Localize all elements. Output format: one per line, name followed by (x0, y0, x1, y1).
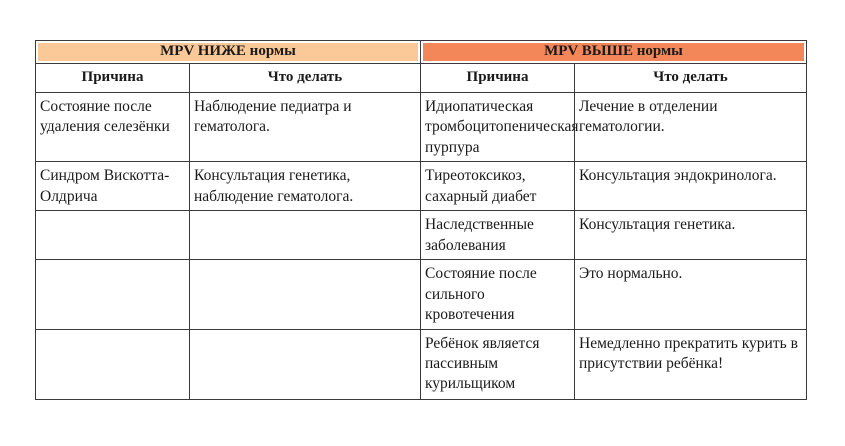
low-cause-cell (36, 329, 190, 399)
high-cause-header: Причина (421, 64, 575, 93)
table-row (36, 260, 807, 329)
table-row (36, 93, 807, 162)
table-row (36, 329, 807, 399)
high-action-cell: Лечение в отделении гематологии. (575, 93, 807, 162)
high-action-cell: Консультация генетика. (575, 211, 807, 260)
table-row (36, 211, 807, 260)
mpv-low-band (38, 43, 418, 61)
high-cause-cell: Идиопатическая тромбоцитопеническая пурпура (421, 93, 575, 162)
low-cause-cell (36, 211, 190, 260)
column-header-row (36, 64, 807, 93)
high-cause-cell: Тиреотоксикоз, сахарный диабет (421, 162, 575, 211)
low-action-cell (190, 329, 421, 399)
high-action-cell: Консультация эндокринолога. (575, 162, 807, 211)
low-cause-header: Причина (36, 64, 190, 93)
mpv-low-header (36, 41, 421, 64)
mpv-high-header (421, 41, 807, 64)
high-cause-cell: Состояние после сильного кровотечения (421, 260, 575, 329)
high-cause-cell: Ребёнок является пассивным курильщиком (421, 329, 575, 399)
low-action-cell: Наблюдение педиатра и гематолога. (190, 93, 421, 162)
low-cause-cell (36, 260, 190, 329)
mpv-table (35, 40, 807, 400)
low-cause-cell: Синдром Вискотта-Олдрича (36, 162, 190, 211)
mpv-high-band (423, 43, 804, 61)
table-row (36, 162, 807, 211)
high-cause-cell: Наследственные заболевания (421, 211, 575, 260)
group-header-row (36, 41, 807, 64)
high-action-cell: Это нормально. (575, 260, 807, 329)
high-action-header: Что делать (575, 64, 807, 93)
mpv-high-title: MPV ВЫШЕ нормы (544, 43, 683, 60)
low-cause-cell: Состояние после удаления селезёнки (36, 93, 190, 162)
high-action-cell: Немедленно прекратить курить в присутствии ребёнка! (575, 329, 807, 399)
low-action-cell (190, 260, 421, 329)
low-action-header: Что делать (190, 64, 421, 93)
low-action-cell (190, 211, 421, 260)
low-action-cell: Консультация генетика, наблюдение гематолога. (190, 162, 421, 211)
mpv-low-title: MPV НИЖЕ нормы (160, 43, 296, 60)
